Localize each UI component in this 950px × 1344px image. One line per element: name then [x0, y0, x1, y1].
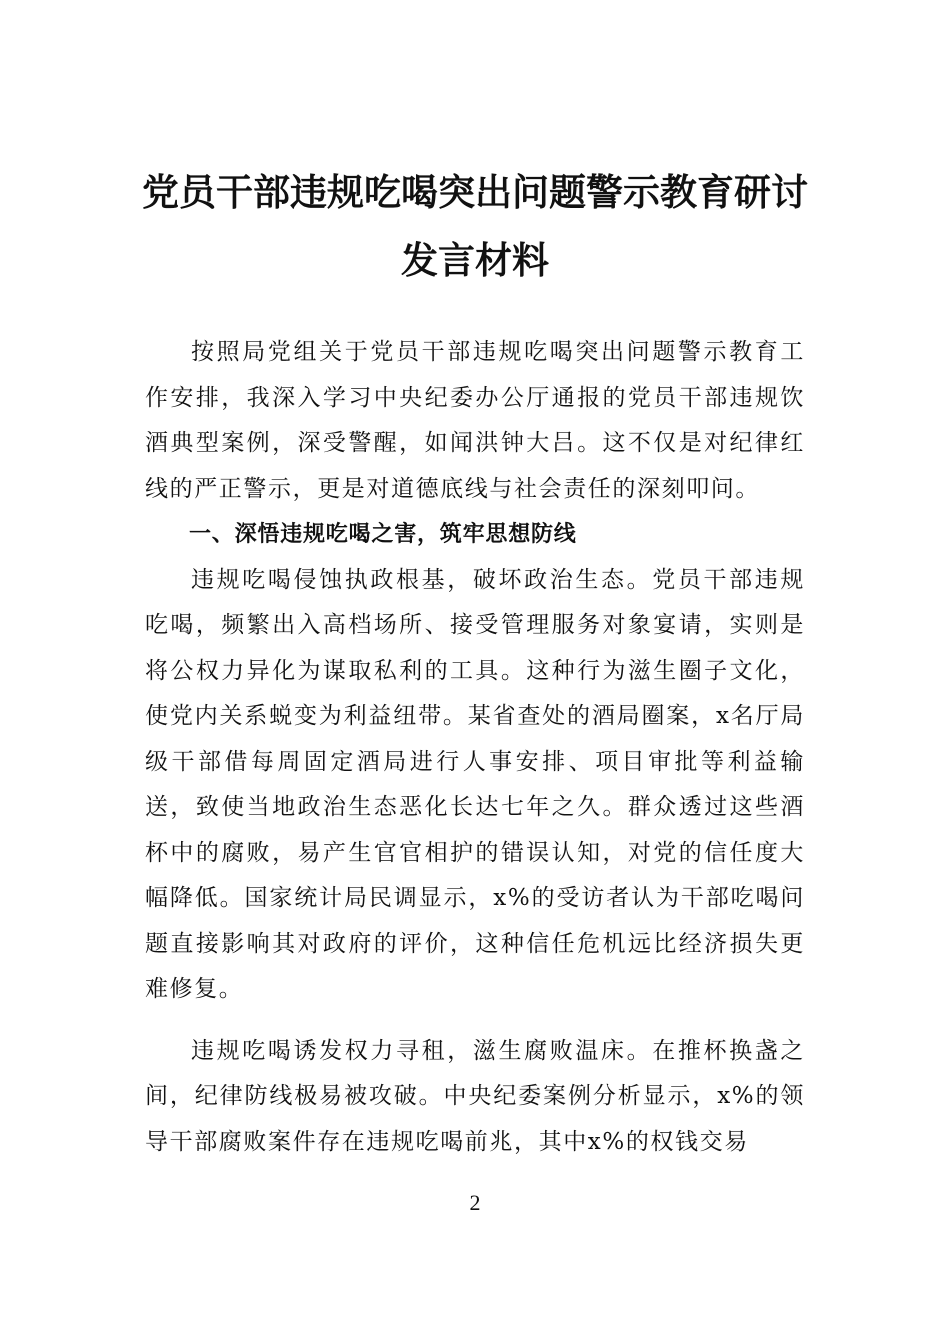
section-1-paragraph-1: 违规吃喝侵蚀执政根基，破坏政治生态。党员干部违规吃喝，频繁出入高档场所、接受管理服务对象宴请，实则是将公权力异化为谋取私利的工具。这种行为滋生圈子文化，使党内关系蜕变为利益纽带。某省查处的酒局圈案，x名厅局级干部借每周固定酒局进行人事安排、项目审批等利益输送，致使当地政治生态恶化长达七年之久。群众透过这些酒杯中的腐败，易产生官官相护的错误认知，对党的信任度大幅降低。国家统计局民调显示，x%的受访者认为干部吃喝问题直接影响其对政府的评价，这种信任危机远比经济损失更难修复。	[145, 566, 805, 1002]
section-1-paragraph-2: 违规吃喝诱发权力寻租，滋生腐败温床。在推杯换盏之间，纪律防线极易被攻破。中央纪委案例分析显示，x%的领导干部腐败案件存在违规吃喝前兆，其中x%的权钱交易	[145, 1037, 805, 1155]
document-title-line-1: 党员干部违规吃喝突出问题警示教育研讨	[142, 170, 808, 214]
section-1-heading: 一、深悟违规吃喝之害，筑牢思想防线	[189, 522, 577, 547]
page-number: 2	[469, 1190, 481, 1215]
document-body	[145, 330, 805, 1165]
intro-paragraph: 按照局党组关于党员干部违规吃喝突出问题警示教育工作安排，我深入学习中央纪委办公厅通报的党员干部违规饮酒典型案例，深受警醒，如闻洪钟大吕。这不仅是对纪律红线的严正警示，更是对道德底线与社会责任的深刻叩问。	[145, 339, 805, 502]
document-title-line-2: 发言材料	[401, 238, 549, 282]
